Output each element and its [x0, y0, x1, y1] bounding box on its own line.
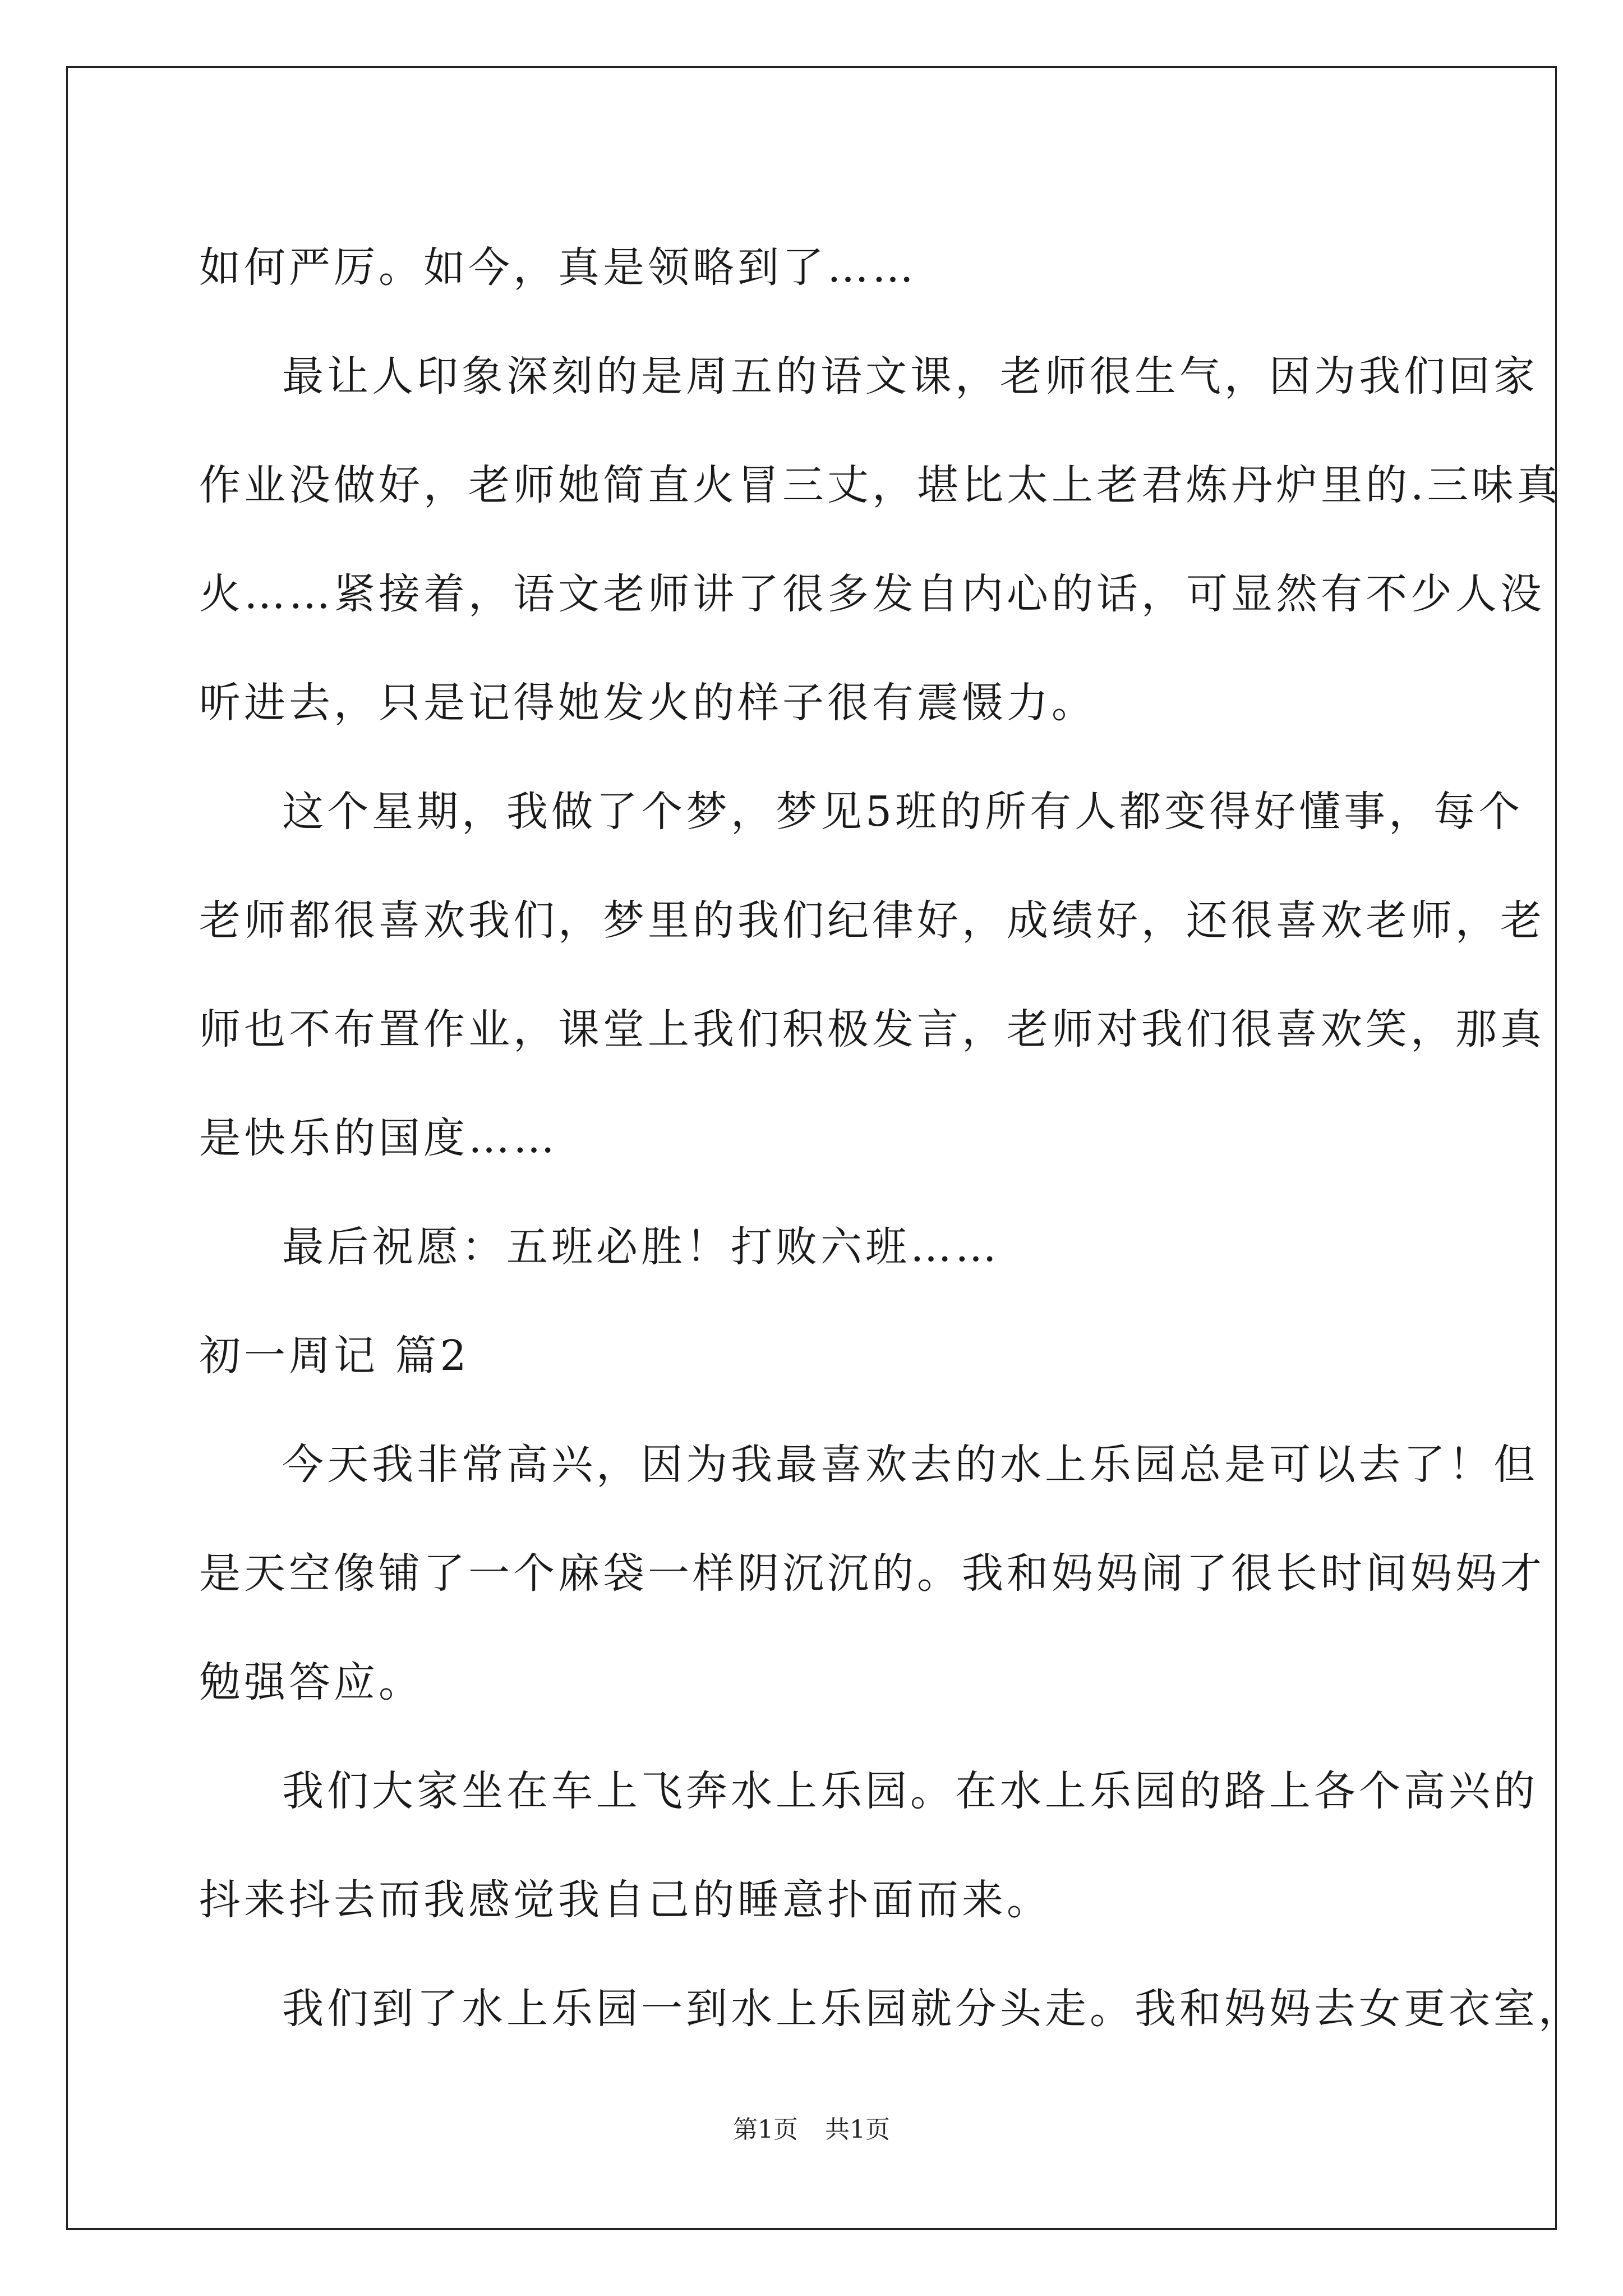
text-line: 抖来抖去而我感觉我自己的睡意扑面而来。 [199, 1876, 1052, 1924]
paragraph-start-line: 我们到了水上乐园一到水上乐园就分头走。我和妈妈去女更衣室， [282, 1985, 1583, 2033]
paragraph-start-line: 最后祝愿：五班必胜！打败六班…… [282, 1223, 1000, 1271]
paragraph-start-line: 我们大家坐在车上飞奔水上乐园。在水上乐园的路上各个高兴的 [282, 1767, 1538, 1815]
text-line: 是天空像铺了一个麻袋一样阴沉沉的。我和妈妈闹了很长时间妈妈才 [199, 1549, 1545, 1598]
page-number: 第1页 [733, 2115, 798, 2144]
document-body [199, 213, 1583, 2063]
paragraph-start-line: 最让人印象深刻的是周五的语文课，老师很生气，因为我们回家 [282, 352, 1538, 401]
section-heading: 初一周记 篇2 [199, 1332, 470, 1380]
page-footer [0, 2109, 1623, 2145]
text-line: 勉强答应。 [199, 1658, 423, 1706]
text-line: 师也不布置作业，课堂上我们积极发言，老师对我们很喜欢笑，那真 [199, 1005, 1545, 1053]
text-line: 火……紧接着，语文老师讲了很多发自内心的话，可显然有不少人没 [199, 570, 1545, 618]
text-line: 如何严厉。如今，真是领略到了…… [199, 243, 917, 292]
text-line: 老师都很喜欢我们，梦里的我们纪律好，成绩好，还很喜欢老师，老 [199, 896, 1545, 945]
text-line: 作业没做好，老师她简直火冒三丈，堪比太上老君炼丹炉里的.三味真 [199, 461, 1562, 509]
text-line: 是快乐的国度…… [199, 1114, 558, 1162]
paragraph-start-line: 这个星期，我做了个梦，梦见5班的所有人都变得好懂事，每个 [282, 788, 1524, 836]
page-total: 共1页 [825, 2115, 890, 2144]
text-line: 听进去，只是记得她发火的样子很有震慑力。 [199, 679, 1096, 727]
paragraph-start-line: 今天我非常高兴，因为我最喜欢去的水上乐园总是可以去了！但 [282, 1441, 1538, 1489]
